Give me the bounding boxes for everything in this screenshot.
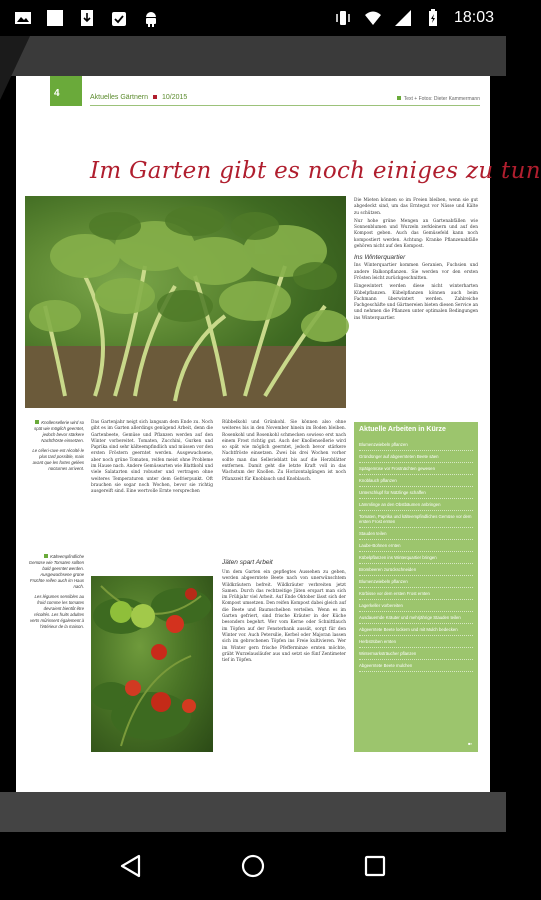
- section-title: [90, 94, 187, 101]
- back-button[interactable]: [111, 846, 151, 886]
- tips-item: Unterschlupf für Nützlinge schaffen: [359, 487, 473, 499]
- recents-icon: [362, 853, 388, 879]
- intro-paragraph: Eingewintert werden diese nicht winterharten Kübelpflanzen. Kübelpflanzen können auch beim Fachmann überwintert werden. Zahlreiche Fachgeschäfte und Gärtnereien bieten diesen Service an und nehmen die Pflanzen unter optimalen Bedingungen ins Winterquartier.: [354, 284, 478, 321]
- signal-icon: [394, 9, 412, 27]
- tips-item: Herbstrüben ernten: [359, 636, 473, 648]
- clipboard-check-icon: [110, 9, 128, 27]
- separator-square: [153, 95, 157, 99]
- page-number: 4: [54, 88, 60, 99]
- article-headline: Im Garten gibt es noch einiges zu tun: [90, 158, 541, 184]
- caption-tomato-fr: Les légumes sensibles au froid comme les tomates devraient bientôt être récoltés. Les fruits adultes verts mûrissent également à l'intérieur de la maison.: [30, 594, 84, 629]
- body-column-2: Rübbelkohl und Grünkohl. Sie können also ohne weiteres bis in den November hinein im Boden bleiben. Rosenkohl und Rosenkohl schmecken sowieso erst nach einem Frost richtig gut. Auch der Knollensellerie wird so spät wie möglich geerntet, jedoch bevor stärkere Nachtfröste einsetzen. Zwei bis drei Wochen vorher sollte man das Sellerieblatt bis auf die Herzblätter entfernen. Damit geht die letzte Kraft voll in das Wachstum der Knollen. Zu Horizontalgängen ist noch Pflanzzeit für Knoblauch und Knoblauch.: [222, 420, 346, 482]
- status-bar-system-icons: [334, 9, 506, 27]
- tips-item: Lagerkeller vorbereiten: [359, 600, 473, 612]
- tips-item: Blumenzwiebeln pflanzen: [359, 439, 473, 451]
- android-icon: [142, 9, 160, 27]
- caption-bullet: [44, 554, 48, 558]
- tomato-photo: [91, 576, 213, 752]
- celery-photo: [25, 196, 346, 408]
- tips-item: Stauden teilen: [359, 528, 473, 540]
- image-icon: [14, 9, 32, 27]
- clock: 18:03: [453, 9, 494, 26]
- tips-item: Wintermarksträucher pflanzen: [359, 648, 473, 660]
- tips-item: Tomaten, Paprika und kälteempfindliches Gemüse vor dem ersten Frost ernten: [359, 511, 473, 528]
- home-icon: [240, 853, 266, 879]
- intro-paragraph: Ins Winterquartier kommen Geranien, Fuchsien und andere Balkonpflanzen. Sie werden vor den ersten Frösten leicht zurückgeschnitten.: [354, 263, 478, 281]
- tips-item: Kürbisse vor dem ersten Frost ernten: [359, 588, 473, 600]
- intro-paragraph: Die Mieten können so im Freien bleiben, wenn sie gut abgedeckt sind, um das Erntegut vor Nässe und Kälte zu schützen.: [354, 198, 478, 216]
- body-column-3: Um dem Garten ein gepflegtes Aussehen zu geben, werden abgeerntete Beete nach von unerwünschtem Wildkräutern befreit. Wildkräuter verbreiten jetzt Samen. Durch das rechtzeitige Jäten erspart man sich im Frühjahr viel Arbeit. Auf Ende Oktober lässt sich der Kompost umsetzen. Den reifen Kompost dabei gleich auf die Beete und Baumscheiben verteilen. Wenn es im Garten gefriert, sind frische Kräuter in der Küche besonders begehrt. Wer vom Kerne oder Schnittlauch im Töpfen auf der Fensterbank aussät, sorgt für den Winter vor. Auch Petersilie, Kerbel oder Majoran lassen sich im gebrochenen Töpfen ins Freie kultivieren. Wer im Winter gern frische Pfefferminze ernten möchte, gräbt Wurzelausläufer aus und setzt sie fünf Zentimeter tief in Töpfen.: [222, 570, 346, 664]
- tips-item: Knoblauch pflanzen: [359, 475, 473, 487]
- caption-spacer: [28, 476, 84, 554]
- celery-illustration: [25, 196, 346, 408]
- caption-celery: [28, 420, 84, 444]
- download-icon: [78, 9, 96, 27]
- tips-item: Brombeeren zurückschneiden: [359, 564, 473, 576]
- issue-number: 10/2015: [161, 94, 188, 101]
- credit-bullet: [397, 96, 401, 100]
- reader-toolbar: [0, 36, 506, 76]
- tips-item: Gründünger auf abgeernteten Beete säen: [359, 451, 473, 463]
- status-bar-notification-icons: [0, 9, 160, 27]
- tips-item: Spätgemüse vor Frostnächten gewesen: [359, 463, 473, 475]
- page-number-block: [50, 76, 82, 106]
- photo-captions: [28, 420, 84, 634]
- magazine-page[interactable]: [16, 76, 541, 792]
- tips-item: Laube-Bohnen ernten: [359, 540, 473, 552]
- tips-item: Ausdauernde Kräuter und mehrjährige Stauden teilen: [359, 612, 473, 624]
- body-column-1: Das Gartenjahr neigt sich langsam dem Ende zu. Noch gibt es im Garten allerdings genügend Arbeit, denn die Gartenbeete, Gemüse und Pflanzen werden auf den Winter vorbereitet. Tomaten, Zucchini, Gurken und Paprika sind sehr kälteempfindlich und müssen vor den ersten Fröstern geerntet werden. Ausgewachsene, aber noch grüne Tomaten, reifen meist ohne Probleme im Hause nach. Andere Gemüsearten wie Blattkohl und viele Salatarten sind robuster und vertragen ohne weiteres Temperaturen unter dem Gefrierpunkt. Oft brauchen sie sogar noch Wochen, bevor sie richtig ausgereift sind. Eine wertvolle Ernte versprechen: [91, 420, 213, 495]
- header-rule: [90, 105, 480, 106]
- tips-item: Abgeerntete Beete lockern und mit Mulch bedecken: [359, 624, 473, 636]
- section-name: Aktuelles Gärtnern: [90, 94, 148, 101]
- recents-button[interactable]: [355, 846, 395, 886]
- caption-celery-fr: Le céleri-rave est récolté le plus tard possible, mais avant que les fortes gelées nocturnes arrivent.: [32, 448, 84, 471]
- page-header: [50, 76, 490, 106]
- square-icon: [46, 9, 64, 27]
- caption-celery-text: Knollensellerie wird so spät wie möglich geerntet, jedoch bevor stärkere Nachtfröste einsetzen.: [34, 420, 84, 443]
- caption-bullet: [35, 420, 39, 424]
- navigation-bar: [0, 832, 506, 900]
- wifi-icon: [364, 9, 382, 27]
- tips-item: Lämmlinge an den Obstbäumen anbringen: [359, 499, 473, 511]
- intro-column: [354, 198, 478, 406]
- photo-credit: [397, 96, 480, 102]
- tomato-illustration: [91, 576, 213, 752]
- tips-item: Abgeerntete Beete mulchen: [359, 660, 473, 672]
- tips-item: Blumenzwiebeln pflanzen: [359, 576, 473, 588]
- tips-list: [359, 439, 473, 672]
- tips-box-title: Aktuelle Arbeiten in Kürze: [359, 426, 446, 433]
- vibrate-icon: [334, 9, 352, 27]
- status-bar: [0, 0, 506, 36]
- caption-tomato-text: Kälteempfindliche Gemüse wie Tomaten sollten bald geerntet werden. Ausgewachsene grüne Früchte reifen auch im Haus nach.: [28, 554, 84, 589]
- subheading-jaeten: Jäten spart Arbeit: [222, 559, 273, 566]
- tips-box: [354, 422, 478, 752]
- reader-bottom-bar: [0, 792, 506, 832]
- box-end-mark: ■▪: [468, 741, 472, 746]
- battery-icon: [424, 9, 442, 27]
- subheading-winterquartier: Ins Winterquartier: [354, 254, 406, 262]
- credit-text: Text + Fotos: Dieter Kammermann: [403, 96, 480, 102]
- back-icon: [118, 853, 144, 879]
- home-button[interactable]: [233, 846, 273, 886]
- intro-paragraph: Nur hohe grüne Mengen an Gartenabfällen wie Sonnenblumen und Wurzeln zerkleinern und auf den Kompost geben. Auch das Gemüsefeld kann noch kompostiert werden. Achtung: Kranke Pflanzenabfälle gehören nicht auf den Kompost.: [354, 218, 478, 250]
- tips-item: Kübelpflanzen ins Winterquartier bringen: [359, 552, 473, 564]
- caption-tomato: [28, 554, 84, 590]
